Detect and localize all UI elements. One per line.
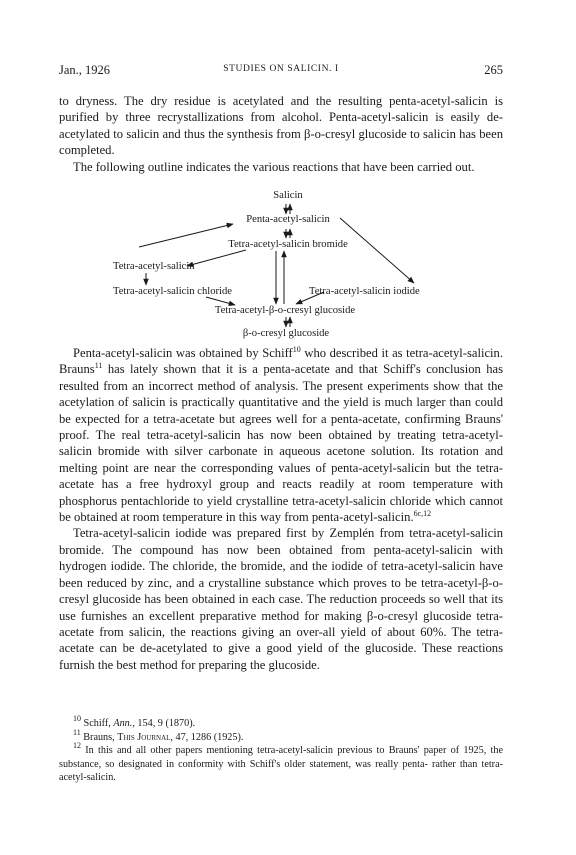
running-title: STUDIES ON SALICIN. I [223, 64, 339, 74]
compound-penta-acetyl-salicin: Penta-acetyl-salicin [246, 214, 330, 225]
issue-date: Jan., 1926 [59, 63, 111, 77]
arrow-penta-to-iodide [340, 218, 414, 283]
footnote-11: $^{11}$ Brauns, This Journal, 47, 1286 (1925). [73, 727, 244, 743]
compound-tetra-acetyl-cresyl-glucoside: Tetra-acetyl-β-o-cresyl glucoside [214, 305, 356, 316]
arrow-chloride-to-cresyl-tetra [206, 297, 235, 305]
paragraph-iodide: Tetra-acetyl-salicin iodide was prepared first by Zemplén from tetra-acetyl-salicin bromide. The compound has now been obtained from penta-acetyl-salicin with hydrogen iodide. The chloride, the bromide, and the iodide of tetra-acetyl-salicin have been reduced by zinc, and a crystalline substance which proves to be tetra-acetyl-β-o-cresyl glucoside has been obtained in each case. The reduction proceeds so well that its use furnishes an excellent preparative method for making β-o-cresyl glucoside tetra-acetate from salicin, the reactions giving an over-all yield of about 60%. The tetra-acetate can be de-acetylated to give a good yield of the glucoside. These reactions furnish the best method for preparing the glucoside. [59, 526, 503, 672]
body-text [59, 345, 503, 673]
compound-tetra-acetyl-salicin-bromide: Tetra-acetyl-salicin bromide [228, 239, 348, 250]
footnote-12: $^{12}$ In this and all other papers mentioning tetra-acetyl-salicin previous to Brauns' paper of 1925, the substance, so designated in conformity with Schiff's older statement, was really penta- rather than tetra-acetyl-salicin. [59, 741, 503, 783]
compound-tetra-acetyl-salicin-chloride: Tetra-acetyl-salicin chloride [113, 286, 232, 297]
intro-paragraph-2: The following outline indicates the various reactions that have been carried out. [73, 159, 475, 174]
reference-11: 11 [94, 361, 103, 371]
footnote-10: $^{10}$ Schiff, Ann., 154, 9 (1870). [73, 714, 196, 729]
intro-paragraph-1: to dryness. The dry residue is acetylated and the resulting penta-acetyl-salicin is purified by three recrystallizations from alcohol. Penta-acetyl-salicin is easily de-acetylated to salicin and thus the synthesis from β-o-cresyl glucoside to salicin has been completed. [59, 94, 503, 158]
footnotes [59, 714, 503, 785]
compound-tetra-acetyl-salicin-iodide: Tetra-acetyl-salicin iodide [309, 286, 420, 297]
compound-cresyl-glucoside: β-o-cresyl glucoside [242, 328, 330, 339]
reference-6c-12: 6c,12 [413, 509, 432, 519]
page-number: 265 [484, 63, 503, 77]
arrow-from-tetra-to-penta [139, 224, 233, 247]
arrow-bromide-to-tetra [187, 250, 246, 266]
paragraph-acetylation: Penta-acetyl-salicin was obtained by Schiff$^{10}$ who described it as tetra-acetyl-salicin. Brauns$^{11}$ has lately shown that it is a penta-acetate and that Schiff's conclusion has resulted from an incorrect method of analysis. The present experiments show that the acetylation of salicin is practically quantitative and the yield is much larger than could be expected for a tetra-acetate but agrees well for a penta-acetate, confirming Brauns' proof. The real tetra-acetyl-salicin has now been obtained by treating tetra-acetyl-salicin bromide with silver carbonate in aqueous acetone solution. Its rotation and melting point are near the corresponding values of penta-acetyl-salicin but the tetra-acetate has a free hydroxyl group and reacts readily at room temperature with phosphorus pentachloride to yield crystalline tetra-acetyl-salicin chloride which cannot be obtained at room temperature in this way from penta-acetyl-salicin.$^{6c,12}$ [59, 345, 503, 525]
compound-salicin: Salicin [273, 190, 303, 201]
reference-10: 10 [292, 345, 301, 354]
compound-tetra-acetyl-salicin: Tetra-acetyl-salicin [113, 261, 195, 272]
